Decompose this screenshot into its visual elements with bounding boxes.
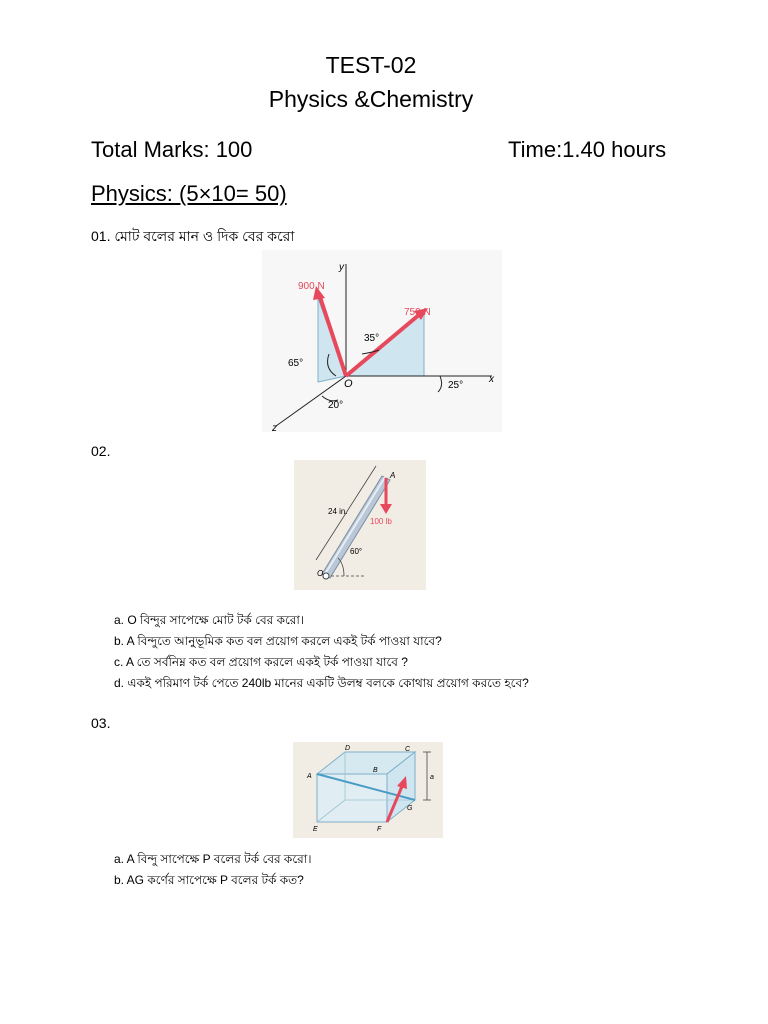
section-title: Physics: (5×10= 50) — [91, 181, 287, 206]
label-length: 24 in. — [328, 507, 348, 516]
label-p: P — [399, 783, 405, 792]
label-c: C — [405, 746, 411, 753]
pivot-o — [323, 573, 329, 579]
label-e: E — [313, 826, 318, 833]
rod-diagram-q2 — [294, 460, 426, 590]
label-z-axis: z — [272, 423, 277, 432]
label-y-axis: y — [339, 262, 344, 273]
label-d: D — [345, 745, 351, 752]
label-20deg: 20° — [328, 400, 344, 411]
test-title: TEST-02 — [325, 52, 417, 78]
cube-front-face — [317, 774, 387, 822]
question-3-number: 03. — [91, 715, 111, 731]
question-2-part-c: c. A তে সর্বনিম্ন কত বল প্রয়োগ করলে একই টর্ক পাওয়া যাবে ? — [114, 655, 408, 669]
figure-background — [262, 250, 502, 432]
label-750n: 750 N — [404, 307, 431, 318]
label-b: B — [373, 767, 378, 774]
label-dimension: a — [430, 774, 434, 781]
label-point-a: A — [390, 471, 396, 480]
question-3-part-a: a. A বিন্দু সাপেক্ষে P বলের টর্ক বের করো। — [114, 852, 312, 866]
force-diagram-q1 — [262, 250, 502, 432]
label-x-axis: x — [489, 374, 494, 385]
label-900n: 900 N — [298, 281, 325, 292]
time-limit: Time:1.40 hours — [508, 137, 667, 162]
question-1-text: 01. মোট বলের মান ও দিক বের করো — [91, 228, 295, 244]
cube-diagram-q3 — [293, 742, 443, 838]
question-3-part-b: b. AG কর্ণের সাপেক্ষে P বলের টর্ক কত? — [114, 873, 304, 887]
label-25deg: 25° — [448, 380, 464, 391]
question-2-part-b: b. A বিন্দুতে আনুভূমিক কত বল প্রয়োগ করলে একই টর্ক পাওয়া যাবে? — [114, 634, 442, 648]
label-65deg: 65° — [288, 358, 304, 369]
label-angle: 60° — [350, 547, 363, 556]
label-origin: O — [344, 378, 353, 390]
total-marks: Total Marks: 100 — [91, 137, 253, 162]
question-2-part-d: d. একই পরিমাণ টর্ক পেতে 240lb মানের একটি উলম্ব বলকে কোথায় প্রয়োগ করতে হবে? — [114, 676, 529, 690]
label-point-o: O — [317, 569, 324, 578]
label-35deg: 35° — [364, 333, 380, 344]
question-2-part-a: a. O বিন্দুর সাপেক্ষে মোট টর্ক বের করো। — [114, 613, 305, 627]
subject-title: Physics &Chemistry — [268, 86, 474, 112]
label-g: G — [407, 805, 413, 812]
label-force: 100 lb — [370, 517, 392, 526]
question-2-number: 02. — [91, 443, 111, 459]
label-f: F — [377, 826, 382, 833]
label-a: A — [307, 773, 312, 780]
